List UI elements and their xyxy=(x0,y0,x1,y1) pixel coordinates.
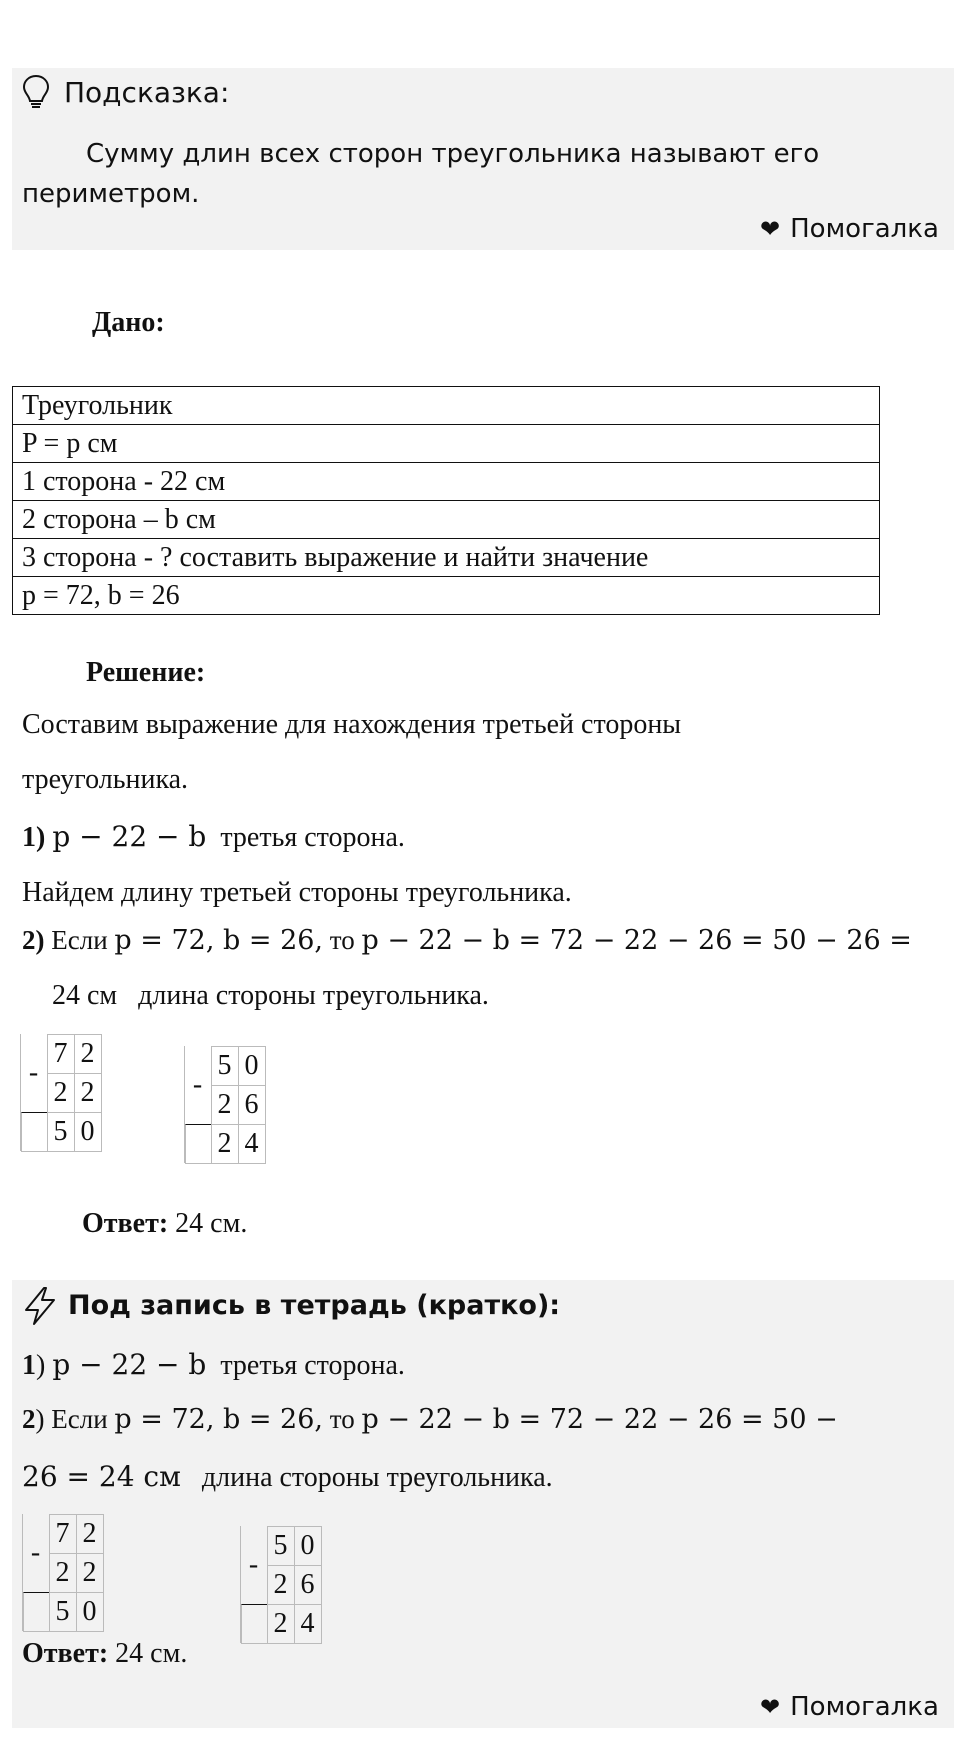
table-cell: 2 сторона – b см xyxy=(13,501,880,539)
answer-line xyxy=(82,1208,247,1240)
minus-sign: - xyxy=(23,1514,50,1593)
heart-icon: ❤ xyxy=(760,1693,781,1721)
minus-sign: - xyxy=(185,1046,212,1125)
minus-sign: - xyxy=(241,1526,268,1605)
brand-label: Помогалка xyxy=(790,1692,939,1722)
digit-cell: 5 xyxy=(267,1526,295,1566)
digit-cell: 5 xyxy=(49,1592,77,1632)
lightbulb-icon xyxy=(22,74,50,110)
step2-result-text: длина стороны треугольника. xyxy=(138,980,489,1011)
empty-cell xyxy=(241,1604,268,1644)
table-cell: 1 сторона - 22 см xyxy=(13,463,880,501)
digit-cell: 2 xyxy=(74,1073,102,1113)
step2-number: 2) xyxy=(22,925,45,955)
short-step1-paren: ) xyxy=(36,1350,46,1381)
given-table xyxy=(12,386,880,615)
digit-cell: 6 xyxy=(238,1085,266,1125)
short-step1-expression: p − 22 − b xyxy=(52,1348,207,1381)
hint-text: Сумму длин всех сторон треугольника называют его периметром. xyxy=(22,139,820,209)
step2-line2 xyxy=(52,980,489,1012)
lightning-icon xyxy=(22,1286,58,1326)
digit-cell: 4 xyxy=(294,1604,322,1644)
short-step2-if: ) Если xyxy=(35,1404,108,1434)
short-step2-result: 26 = 24 см xyxy=(22,1460,181,1493)
short-step1-number: 1 xyxy=(22,1350,36,1381)
table-cell: 3 сторона - ? составить выражение и найти значение xyxy=(13,539,880,577)
digit-cell: 2 xyxy=(74,1034,102,1074)
brand-label: Помогалка xyxy=(790,214,939,244)
column-subtraction-50-26 xyxy=(184,1046,265,1163)
digit-cell: 2 xyxy=(267,1604,295,1644)
digit-cell: 2 xyxy=(76,1553,104,1593)
minus-sign: - xyxy=(21,1034,48,1113)
short-column-subtraction-72-22 xyxy=(22,1514,103,1631)
short-step1-text: третья сторона. xyxy=(220,1350,405,1381)
step2-result: 24 см xyxy=(52,980,118,1011)
digit-cell: 4 xyxy=(238,1124,266,1164)
find-text: Найдем длину третьей стороны треугольника. xyxy=(22,877,572,908)
step2-line1 xyxy=(22,925,912,956)
digit-cell: 2 xyxy=(211,1124,239,1164)
brand-link[interactable] xyxy=(760,1692,939,1722)
digit-cell: 2 xyxy=(211,1085,239,1125)
given-heading: Дано: xyxy=(92,307,165,338)
short-step1-line xyxy=(22,1348,405,1382)
answer-value: 24 см. xyxy=(175,1208,248,1239)
hint-title: Подсказка: xyxy=(64,76,230,109)
short-step2-equation: p − 22 − b = 72 − 22 − 26 = 50 − xyxy=(361,1404,838,1435)
brand-link[interactable] xyxy=(760,214,939,244)
short-step2-then: то xyxy=(329,1404,355,1434)
digit-cell: 7 xyxy=(47,1034,75,1074)
answer-label: Ответ: xyxy=(82,1208,169,1239)
digit-cell: 5 xyxy=(47,1112,75,1152)
step1-text: третья сторона. xyxy=(220,822,405,853)
table-row xyxy=(13,463,880,501)
table-row xyxy=(13,387,880,425)
short-step2-number: 2 xyxy=(22,1404,36,1434)
short-step2-result-text: длина стороны треугольника. xyxy=(201,1462,553,1493)
short-step2-condition: p = 72, b = 26, xyxy=(114,1404,323,1435)
short-column-subtraction-50-26 xyxy=(240,1526,321,1643)
short-answer-label: Ответ: xyxy=(22,1638,109,1669)
table-cell: P = p см xyxy=(13,425,880,463)
step2-if: Если xyxy=(51,925,108,955)
digit-cell: 0 xyxy=(76,1592,104,1632)
short-record-title: Под запись в тетрадь (кратко): xyxy=(68,1290,561,1321)
table-cell: Треугольник xyxy=(13,387,880,425)
step2-condition: p = 72, b = 26, xyxy=(114,925,324,956)
empty-cell xyxy=(23,1592,50,1632)
step1-expression: p − 22 − b xyxy=(52,820,207,853)
table-row xyxy=(13,425,880,463)
empty-cell xyxy=(185,1124,212,1164)
digit-cell: 6 xyxy=(294,1565,322,1605)
column-subtraction-72-22 xyxy=(20,1034,101,1151)
digit-cell: 2 xyxy=(47,1073,75,1113)
step1-number: 1) xyxy=(22,822,46,853)
short-answer-line xyxy=(22,1638,187,1670)
short-step2-line2 xyxy=(22,1460,553,1494)
table-cell: p = 72, b = 26 xyxy=(13,577,880,615)
digit-cell: 2 xyxy=(49,1553,77,1593)
step2-then: то xyxy=(329,925,355,955)
solution-intro-line2: треугольника. xyxy=(22,764,189,795)
table-row xyxy=(13,539,880,577)
table-row xyxy=(13,577,880,615)
table-row xyxy=(13,501,880,539)
heart-icon: ❤ xyxy=(760,215,781,243)
digit-cell: 0 xyxy=(74,1112,102,1152)
short-step2-line1 xyxy=(22,1404,838,1435)
step2-equation: p − 22 − b = 72 − 22 − 26 = 50 − 26 = xyxy=(361,925,912,956)
solution-heading: Решение: xyxy=(86,657,206,688)
step1-line xyxy=(22,820,405,854)
digit-cell: 0 xyxy=(238,1046,266,1086)
digit-cell: 2 xyxy=(76,1514,104,1554)
digit-cell: 7 xyxy=(49,1514,77,1554)
short-answer-value: 24 см. xyxy=(115,1638,188,1669)
digit-cell: 2 xyxy=(267,1565,295,1605)
digit-cell: 0 xyxy=(294,1526,322,1566)
solution-intro-line1: Составим выражение для нахождения третьей стороны xyxy=(22,709,682,740)
digit-cell: 5 xyxy=(211,1046,239,1086)
empty-cell xyxy=(21,1112,48,1152)
